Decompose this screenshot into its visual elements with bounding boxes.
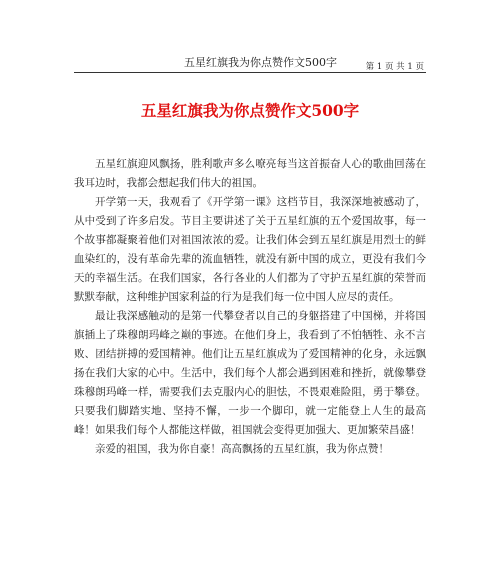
header-page-info: 第 1 页 共 1 页 <box>365 62 424 72</box>
document-body <box>74 155 426 459</box>
page-header <box>74 52 426 73</box>
paragraph-2: 开学第一天，我观看了《开学第一课》这档节目，我深深地被感动了，从中受到了许多启发。节目主要讲述了关于五星红旗的五个爱国故事，每一个故事都凝聚着他们对祖国浓浓的爱。让我们体会到五星红旗是用烈士的鲜血染红的，没有革命先辈的流血牺牲，就没有新中国的成立，更没有我们今天的幸福生活。在我们国家，各行各业的人们都为了守护五星红旗的荣誉而默默奉献，这种维护国家利益的行为是我们每一位中国人应尽的责任。 <box>74 196 426 303</box>
paragraph-4: 亲爱的祖国，我为你自豪！高高飘扬的五星红旗，我为你点赞！ <box>95 443 389 455</box>
header-title: 五星红旗我为你点赞作文500字 <box>184 56 337 69</box>
paragraph-1: 五星红旗迎风飘扬，胜利歌声多么嘹亮每当这首振奋人心的歌曲回荡在我耳边时，我都会想起我们伟大的祖国。 <box>74 158 426 189</box>
paragraph-3: 最让我深感触动的是第一代攀登者以自己的身躯搭建了中国梯，并将国旗插上了珠穆朗玛峰之巅的事迹。在他们身上，我看到了不怕牺牲、永不言败、团结拼搏的爱国精神。他们让五星红旗成为了爱国精神的化身，永远飘扬在我们大家的心中。生活中，我们每个人都会遇到困难和挫折，就像攀登珠穆朗玛峰一样，需要我们去克服内心的胆怯，不畏艰难险阻，勇于攀登。只要我们脚踏实地、坚持不懈，一步一个脚印，就一定能登上人生的最高峰！如果我们每个人都能这样做，祖国就会变得更加强大、更加繁荣昌盛！ <box>74 310 426 436</box>
document-title: 五星红旗我为你点赞作文500字 <box>140 101 360 120</box>
